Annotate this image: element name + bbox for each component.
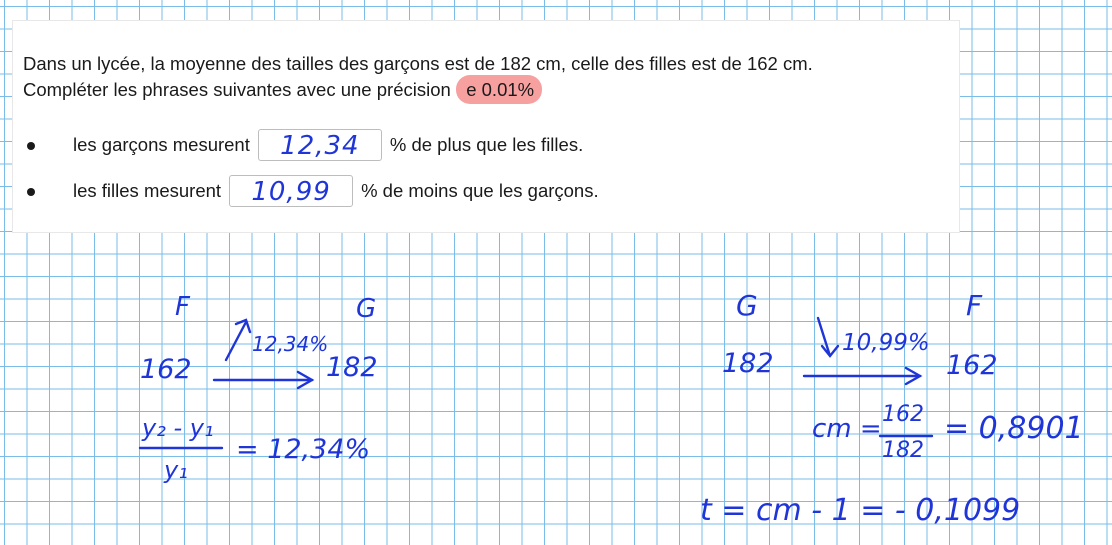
exercise-card [12,20,960,233]
right-cm-prefix: cm = [812,414,882,444]
answer-input-girls[interactable] [229,175,353,207]
left-from-value: 162 [140,354,192,385]
question-item-girls [73,168,599,214]
right-from-value: 182 [722,348,774,379]
right-cm-denominator: 182 [882,438,924,463]
right-cm-result: = 0,8901 [944,411,1084,446]
question-item-boys [73,122,599,168]
answer-value: 10,99 [251,177,331,207]
right-from-label: G [736,289,758,322]
right-to-value: 162 [946,350,998,381]
question-prefix: les filles mesurent [73,180,222,201]
left-to-value: 182 [326,352,378,383]
statement-line-2-suffix: : [534,79,540,100]
statement-line-1: Dans un lycée, la moyenne des tailles des garçons est de 182 cm, celle des filles est de 162 cm. [23,53,813,74]
statement-line-2-prefix: Compléter les phrases suivantes avec une précision d [23,79,467,100]
right-arrow-label: 10,99% [842,330,930,356]
left-formula-result: = 12,34% [236,434,371,465]
precision-highlight: e 0.01% [466,79,535,100]
question-list [73,122,599,214]
right-arrow-head [906,368,920,384]
left-diagonal-arrow [226,320,250,360]
answer-input-boys[interactable] [258,129,382,161]
right-rate-line: t = cm - 1 = - 0,1099 [700,493,1021,528]
left-from-label: F [175,292,190,322]
left-arrow-label: 12,34% [252,332,329,356]
exercise-statement [23,51,813,103]
left-formula-denominator: y₁ [164,456,188,484]
right-cm-numerator: 162 [882,402,924,427]
left-to-label: G [356,294,377,324]
left-arrow-head [298,372,312,388]
answer-value: 12,34 [280,131,360,161]
question-suffix: % de moins que les garçons. [361,180,599,201]
right-to-label: F [966,289,983,322]
question-suffix: % de plus que les filles. [389,134,584,155]
question-prefix: les garçons mesurent [73,134,250,155]
left-formula-numerator: y₂ - y₁ [142,414,214,442]
right-diagonal-arrow [818,318,838,356]
